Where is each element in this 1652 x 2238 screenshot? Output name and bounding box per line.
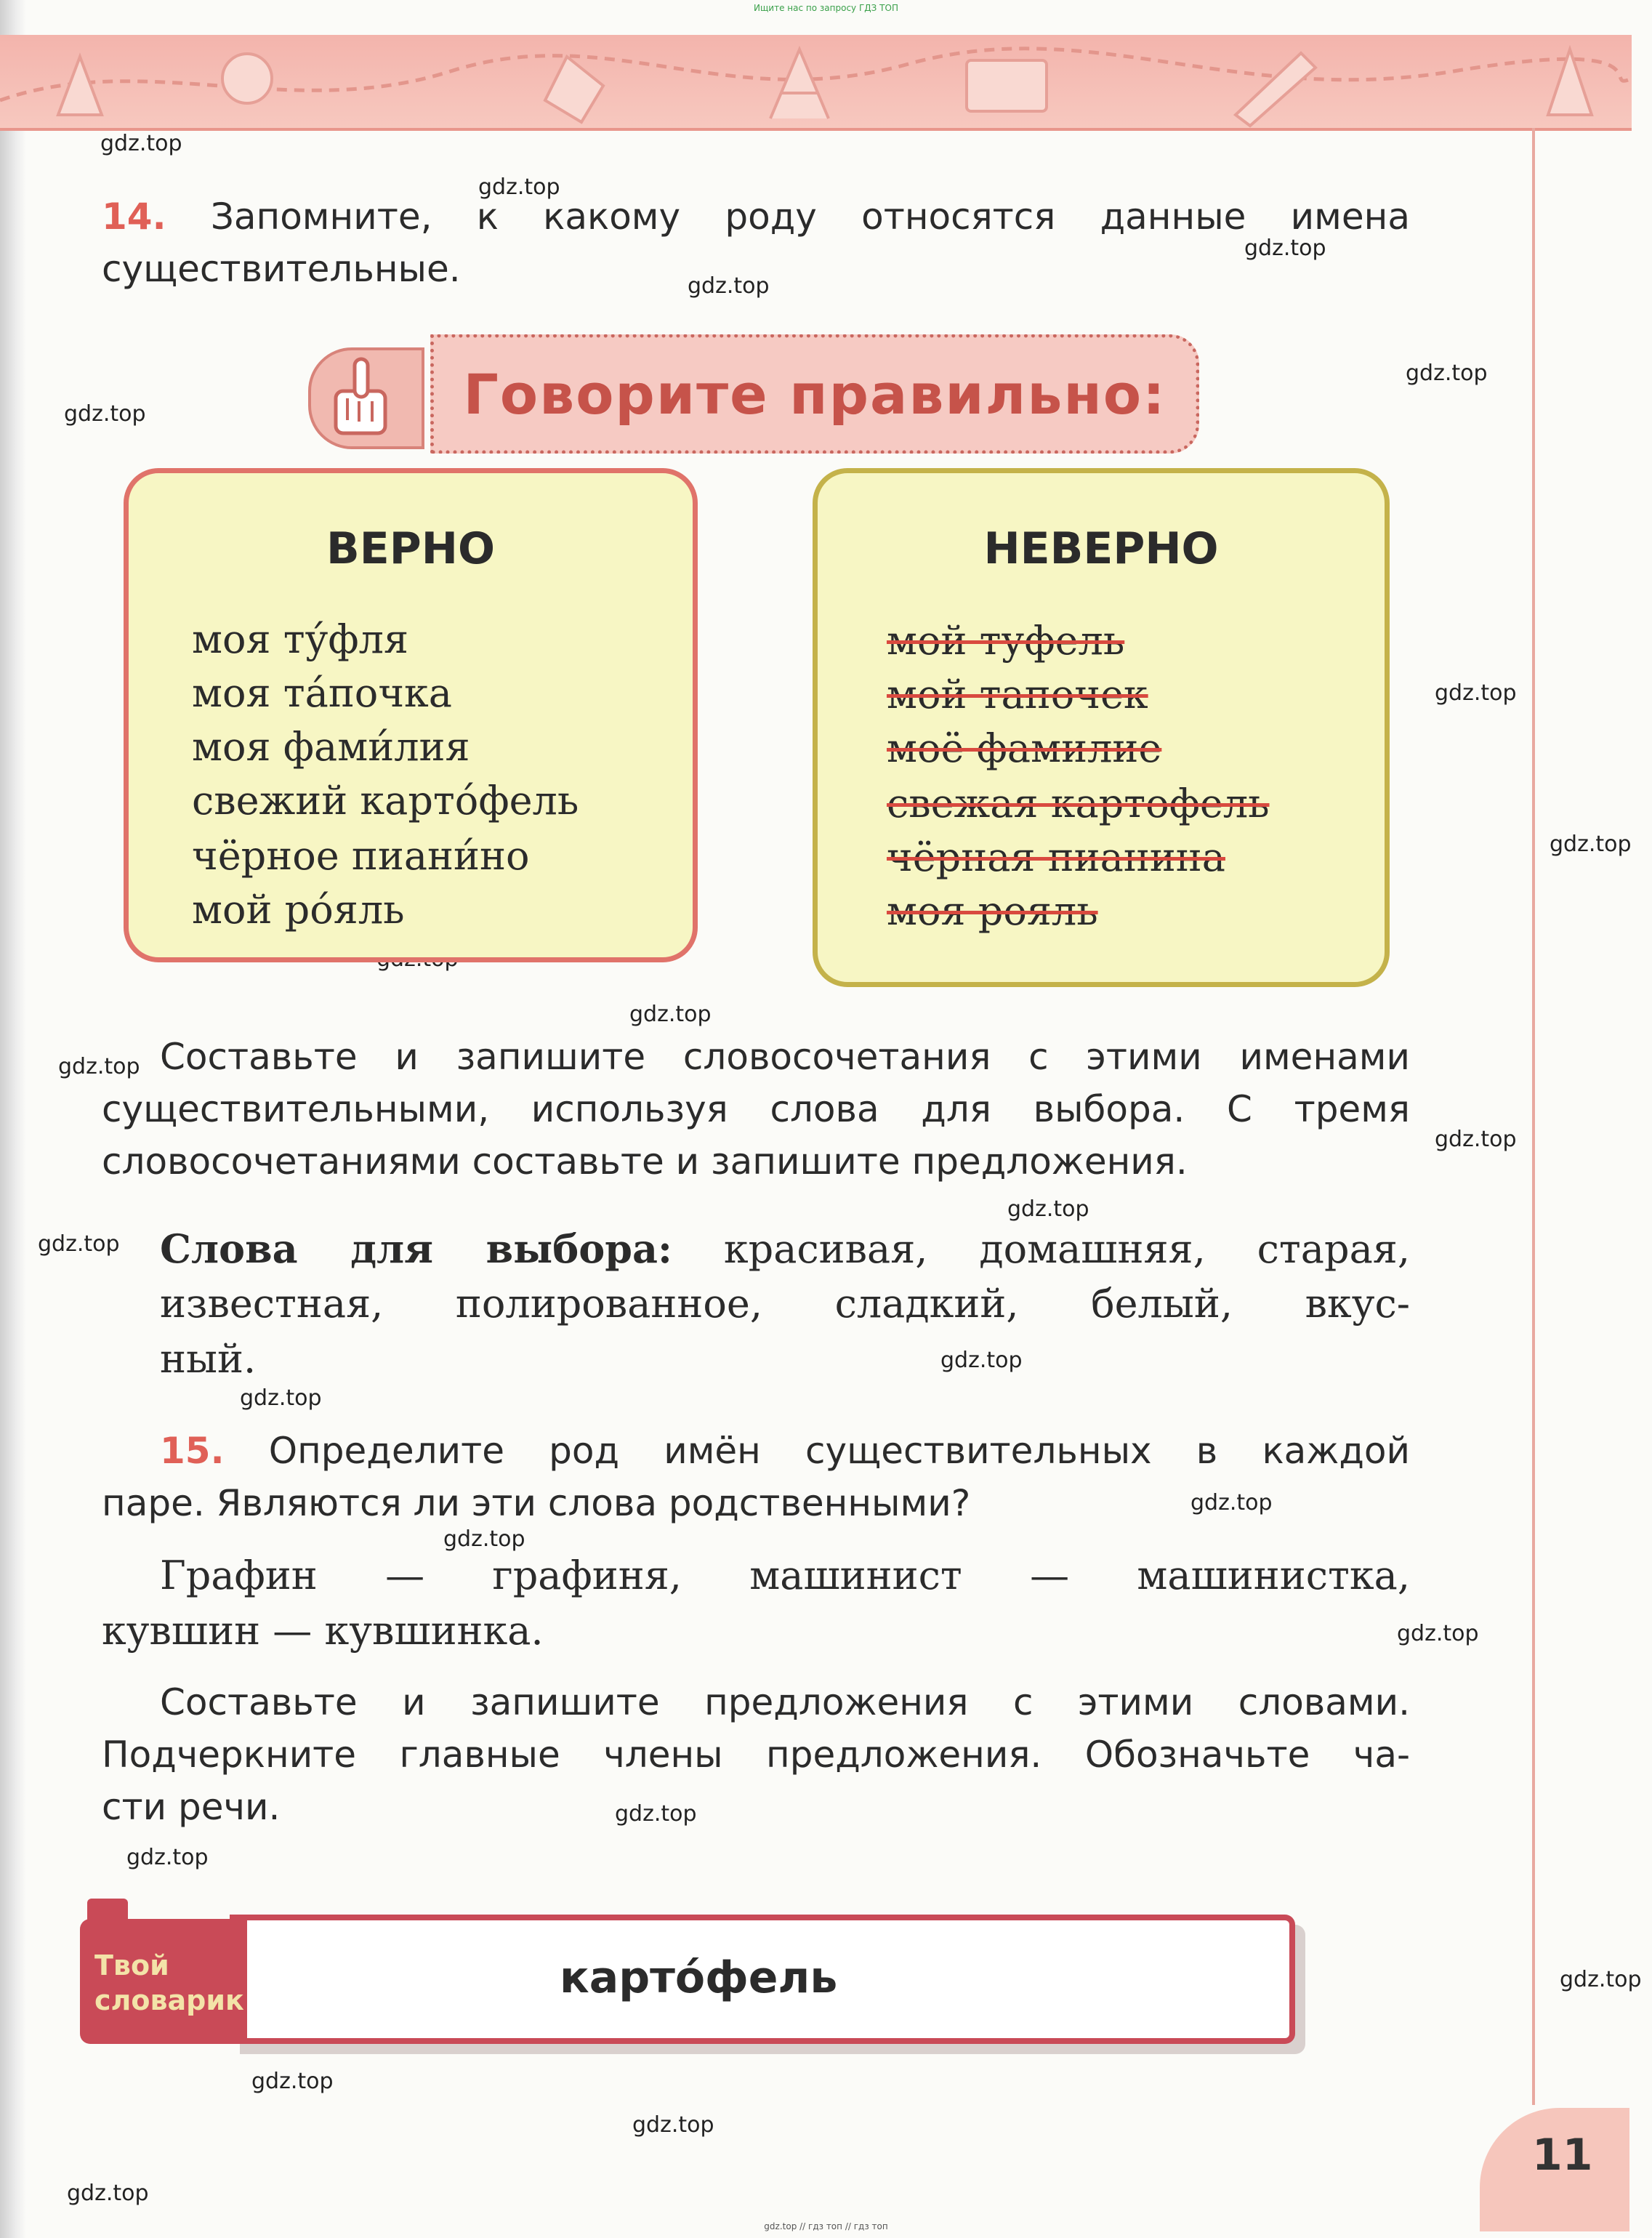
watermark: gdz.top bbox=[940, 1348, 1023, 1373]
header-decoration bbox=[0, 35, 1632, 131]
correct-heading: ВЕРНО bbox=[326, 523, 495, 574]
watermark: gdz.top bbox=[629, 1002, 712, 1027]
task-15-line-1: Составьте и запишите предложения с этими словами. bbox=[160, 1681, 1410, 1723]
correct-item: моя фами́лия bbox=[192, 724, 470, 770]
wrong-item: моё фамилие bbox=[887, 725, 1162, 771]
say-correctly-icon-box bbox=[308, 347, 424, 449]
watermark: gdz.top bbox=[67, 2181, 149, 2206]
bell-icon-2 bbox=[1548, 49, 1592, 115]
watermark: gdz.top bbox=[100, 131, 182, 156]
task-14-line-3: словосочетаниями составьте и запишите предложения. bbox=[102, 1140, 1188, 1183]
watermark: gdz.top bbox=[615, 1801, 697, 1827]
wrong-heading: НЕВЕРНО bbox=[983, 523, 1219, 574]
watermark: gdz.top bbox=[58, 1054, 140, 1079]
correct-item: мой ро́яль bbox=[192, 887, 405, 933]
watermark: gdz.top bbox=[1397, 1621, 1479, 1646]
task-14-line-2: существительными, используя слова для выбора. С тремя bbox=[102, 1088, 1410, 1130]
leaf-icon bbox=[545, 57, 603, 122]
letter-a-icon bbox=[770, 49, 829, 118]
book-icon bbox=[967, 60, 1047, 111]
pencil-icon bbox=[1236, 53, 1315, 126]
watermark: gdz.top bbox=[126, 1845, 209, 1870]
say-correctly-banner bbox=[430, 334, 1199, 454]
wrong-item: мой туфель bbox=[887, 618, 1125, 664]
correct-item: моя та́почка bbox=[192, 670, 452, 716]
watermark: gdz.top bbox=[443, 1526, 525, 1552]
wrong-item: моя рояль bbox=[887, 888, 1098, 934]
words-choice-line-1: Слова для выбора: красивая, домашняя, старая, bbox=[160, 1225, 1410, 1272]
words-choice-line-2: известная, полированное, сладкий, белый, вкус- bbox=[160, 1281, 1410, 1327]
watermark: gdz.top bbox=[251, 2069, 334, 2094]
watermark: gdz.top bbox=[1550, 832, 1632, 857]
watermark: gdz.top bbox=[38, 1231, 120, 1257]
watermark: gdz.top bbox=[1435, 1127, 1517, 1152]
watermark: gdz.top bbox=[1007, 1196, 1089, 1222]
task-14-line-1: Составьте и запишите словосочетания с этими именами bbox=[160, 1036, 1410, 1078]
watermark: gdz.top bbox=[1560, 1967, 1642, 1992]
watermark: gdz.top bbox=[1190, 1490, 1273, 1516]
dictionary-word: карто́фель bbox=[560, 1952, 838, 2003]
wrong-item: свежая картофель bbox=[887, 781, 1270, 826]
exercise-number: 15. bbox=[160, 1430, 225, 1472]
word-pairs-line-1: Графин — графиня, машинист — машинистка, bbox=[160, 1553, 1410, 1598]
watermark: gdz.top bbox=[64, 401, 146, 427]
exercise-15-line-1: 15. Определите род имён существительных в каждой bbox=[160, 1430, 1410, 1472]
watermark: gdz.top bbox=[1406, 361, 1488, 386]
exercise-number: 14. bbox=[102, 196, 166, 238]
word-pairs-line-2: кувшин — кувшинка. bbox=[102, 1608, 544, 1654]
correct-item: моя ту́фля bbox=[192, 616, 409, 662]
exercise-15-line-2: паре. Являются ли эти слова родственными? bbox=[102, 1482, 971, 1524]
watermark: gdz.top bbox=[1435, 680, 1517, 706]
flower-icon bbox=[222, 54, 272, 103]
exercise-14-line-2: существительные. bbox=[102, 248, 461, 290]
words-choice-label: Слова для выбора: bbox=[160, 1225, 672, 1272]
top-note: Ищите нас по запросу ГДЗ ТОП bbox=[754, 3, 898, 13]
wrong-item: мой тапочек bbox=[887, 672, 1148, 717]
page-margin-line bbox=[1532, 128, 1535, 2105]
bell-icon bbox=[58, 57, 102, 115]
correct-item: чёрное пиани́но bbox=[192, 833, 530, 879]
watermark: gdz.top bbox=[688, 273, 770, 299]
pointing-hand-icon bbox=[311, 350, 422, 446]
watermark: gdz.top bbox=[478, 174, 560, 200]
watermark: gdz.top bbox=[632, 2112, 714, 2138]
page-number: 11 bbox=[1532, 2130, 1593, 2181]
watermark: gdz.top bbox=[1244, 236, 1326, 261]
say-correctly-title: Говорите правильно: bbox=[463, 361, 1167, 427]
wrong-item: чёрная пианина bbox=[887, 834, 1225, 880]
watermark: gdz.top bbox=[240, 1385, 322, 1411]
dictionary-label: Твой словарик bbox=[80, 1919, 247, 2044]
exercise-14-line-1: 14. Запомните, к какому роду относятся данные имена bbox=[102, 196, 1410, 238]
task-15-line-2: Подчеркните главные члены предложения. Обозначьте ча- bbox=[102, 1734, 1410, 1776]
bottom-note: gdz.top // гдз топ // гдз топ bbox=[764, 2221, 888, 2231]
task-15-line-3: сти речи. bbox=[102, 1786, 281, 1828]
header-ornaments bbox=[0, 35, 1632, 128]
page-fold-shadow bbox=[0, 0, 26, 2238]
words-choice-line-3: ный. bbox=[160, 1336, 257, 1382]
correct-item: свежий карто́фель bbox=[192, 778, 579, 824]
